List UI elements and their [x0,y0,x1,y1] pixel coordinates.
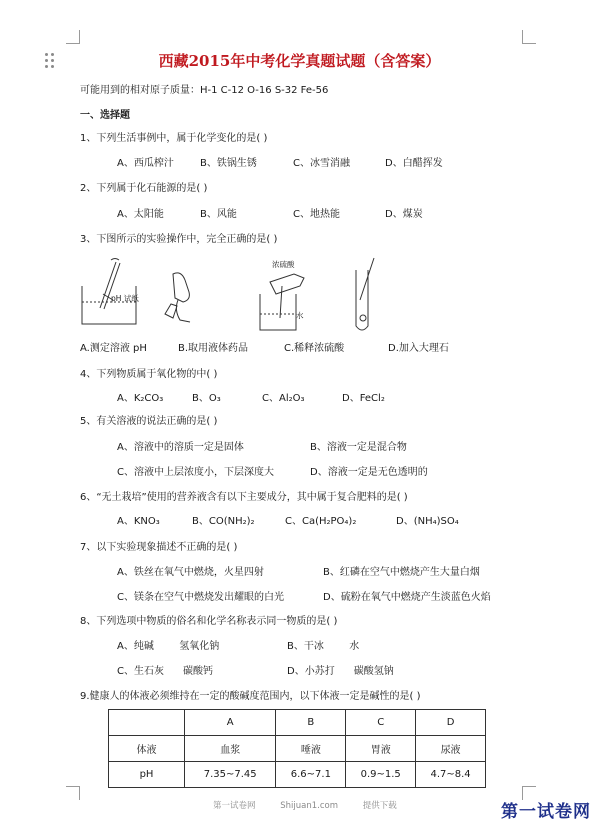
crop-mark-bottom-left [66,786,80,800]
page-footer [213,799,419,811]
table-cell: 唾液 [276,736,346,762]
question-1-option-a: A、西瓜榨汁 [117,158,174,169]
section-title: 一、选择题 [80,110,130,121]
question-7-option-c: C、镁条在空气中燃烧发出耀眼的白光 [117,592,284,603]
question-5-option-b: B、溶液一定是混合物 [310,442,407,453]
question-2-option-b: B、风能 [200,209,237,220]
ph-table [108,709,486,788]
table-cell: 血浆 [185,736,276,762]
question-6-option-c: C、Ca(H₂PO₄)₂ [285,516,357,527]
question-4-option-c: C、Al₂O₃ [262,393,305,404]
question-7-stem: 7、以下实验现象描述不正确的是( ) [80,542,238,553]
table-cell: 6.6~7.1 [276,762,346,788]
acid-label: 浓硫酸 [272,260,295,269]
question-4-stem: 4、下列物质属于氧化物的中( ) [80,369,218,380]
question-7-option-d: D、硫粉在氧气中燃烧产生淡蓝色火焰 [323,592,491,603]
question-3-option-d: D.加入大理石 [388,343,449,354]
question-6-stem: 6、“无土栽培”使用的营养液含有以下主要成分，其中属于复合肥料的是( ) [80,492,408,503]
question-1-option-d: D、白醋挥发 [385,158,443,169]
table-cell: A [185,710,276,736]
question-1-stem: 1、下列生活事例中，属于化学变化的是( ) [80,133,268,144]
question-8-option-d: D、小苏打 碳酸氢钠 [287,666,394,677]
question-5-option-d: D、溶液一定是无色透明的 [310,467,428,478]
question-8-stem: 8、下列选项中物质的俗名和化学名称表示同一物质的是( ) [80,616,338,627]
table-cell: 7.35~7.45 [185,762,276,788]
question-3-option-c: C.稀释浓硫酸 [284,343,345,354]
footer-site-name: 第一试卷网 [213,801,256,811]
table-cell: 4.7~8.4 [416,762,486,788]
question-2-option-d: D、煤炭 [385,209,423,220]
document-title: 西藏2015年中考化学真题试题（含答案） [158,52,441,70]
table-cell: 尿液 [416,736,486,762]
table-cell: D [416,710,486,736]
question-6-option-b: B、CO(NH₂)₂ [192,516,255,527]
crop-mark-top-left [66,30,80,44]
brand-watermark: 第一试卷网 [501,802,591,822]
question-1-option-b: B、铁锅生锈 [200,158,257,169]
question-2-option-a: A、太阳能 [117,209,164,220]
question-8-option-a: A、纯碱 氢氧化钠 [117,641,220,652]
table-row [109,762,486,788]
question-4-option-a: A、K₂CO₃ [117,393,164,404]
question-7-option-b: B、红磷在空气中燃烧产生大量白烟 [323,567,480,578]
question-8-option-b: B、干冰 水 [287,641,360,652]
question-4-option-d: D、FeCl₂ [342,393,385,404]
crop-mark-top-right [522,30,536,44]
question-2-stem: 2、下列属于化石能源的是( ) [80,183,208,194]
ph-paper-label: pH 试纸 [111,294,139,303]
table-row [109,710,486,736]
question-9-stem: 9.健康人的体液必须维持在一定的酸碱度范围内，以下体液一定是碱性的是( ) [80,691,421,702]
water-label: 水 [296,311,304,320]
table-cell: 0.9~1.5 [346,762,416,788]
table-cell: pH [109,762,185,788]
question-8-option-c: C、生石灰 碳酸钙 [117,666,214,677]
question-3-stem: 3、下图所示的实验操作中，完全正确的是( ) [80,234,278,245]
table-cell: B [276,710,346,736]
question-5-option-c: C、溶液中上层浓度小，下层深度大 [117,467,274,478]
question-5-option-a: A、溶液中的溶质一定是固体 [117,442,244,453]
question-2-option-c: C、地热能 [293,209,340,220]
table-cell: 胃液 [346,736,416,762]
question-3-option-b: B.取用液体药品 [178,343,249,354]
question-7-option-a: A、铁丝在氧气中燃烧，火星四射 [117,567,264,578]
table-cell: C [346,710,416,736]
question-5-stem: 5、有关溶液的说法正确的是( ) [80,416,218,427]
table-row [109,736,486,762]
footer-site-url[interactable]: Shijuan1.com [280,801,338,811]
atomic-mass-note: 可能用到的相对原子质量：H-1 C-12 O-16 S-32 Fe-56 [80,85,329,96]
question-6-option-a: A、KNO₃ [117,516,160,527]
question-6-option-d: D、(NH₄)SO₄ [396,516,459,527]
question-1-option-c: C、冰雪消融 [293,158,350,169]
table-cell [109,710,185,736]
footer-provider: 提供下载 [362,801,397,811]
table-cell: 体液 [109,736,185,762]
question-4-option-b: B、O₃ [192,393,221,404]
question-3-option-a: A.测定溶液 pH [80,343,147,354]
